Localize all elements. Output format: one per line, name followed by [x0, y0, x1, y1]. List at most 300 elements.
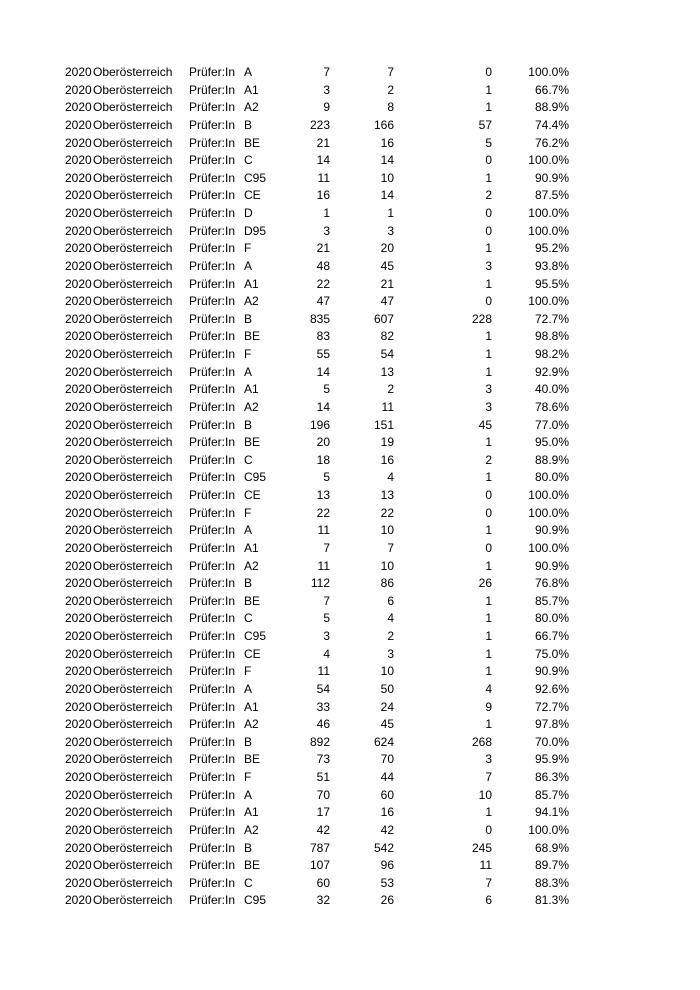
region-cell: Oberösterreich [93, 840, 173, 855]
region-cell: Oberösterreich [93, 258, 173, 273]
year-cell: 2020 [65, 347, 92, 361]
data-table [0, 64, 700, 910]
license-class-cell: BE [244, 329, 261, 344]
role-cell: Prüfer:In [189, 488, 236, 502]
total-cell: 5 [323, 611, 330, 626]
region-cell: Oberösterreich [93, 646, 173, 661]
license-class-cell: A [244, 65, 253, 79]
year-cell: 2020 [65, 681, 92, 696]
region-cell: Oberösterreich [93, 470, 173, 485]
passed-cell: 2 [387, 382, 394, 397]
role-cell: Prüfer:In [189, 875, 236, 890]
role-cell: Prüfer:In [189, 822, 236, 837]
role-cell: Prüfer:In [189, 576, 236, 591]
license-class-cell: B [244, 734, 253, 749]
table-row [0, 487, 700, 505]
failed-cell: 0 [485, 223, 492, 238]
table-row [0, 522, 700, 540]
total-cell: 33 [316, 699, 330, 714]
role-cell: Prüfer:In [189, 717, 236, 732]
year-cell: 2020 [65, 858, 92, 873]
region-cell: Oberösterreich [93, 223, 173, 238]
passed-cell: 22 [380, 505, 394, 520]
role-cell: Prüfer:In [189, 611, 236, 626]
region-cell: Oberösterreich [93, 100, 173, 115]
year-cell: 2020 [65, 65, 92, 79]
role-cell: Prüfer:In [189, 893, 236, 908]
failed-cell: 1 [485, 241, 492, 256]
region-cell: Oberösterreich [93, 752, 173, 767]
failed-cell: 1 [485, 646, 492, 661]
region-cell: Oberösterreich [93, 417, 173, 432]
pass-rate-cell: 72.7% [534, 311, 569, 326]
pass-rate-cell: 80.0% [534, 470, 569, 485]
table-row [0, 769, 700, 787]
license-class-cell: C [244, 452, 253, 467]
pass-rate-cell: 88.9% [534, 452, 569, 467]
failed-cell: 0 [485, 505, 492, 520]
pass-rate-cell: 66.7% [534, 82, 569, 97]
passed-cell: 3 [387, 646, 394, 661]
license-class-cell: CE [244, 188, 261, 203]
role-cell: Prüfer:In [189, 593, 236, 608]
table-row [0, 751, 700, 769]
year-cell: 2020 [65, 787, 92, 802]
total-cell: 21 [316, 241, 330, 256]
year-cell: 2020 [65, 523, 92, 538]
passed-cell: 7 [387, 540, 394, 555]
table-row [0, 505, 700, 523]
failed-cell: 0 [485, 488, 492, 502]
year-cell: 2020 [65, 717, 92, 732]
total-cell: 223 [309, 117, 330, 132]
total-cell: 51 [316, 770, 330, 784]
license-class-cell: A2 [244, 294, 259, 309]
year-cell: 2020 [65, 100, 92, 115]
failed-cell: 1 [485, 329, 492, 344]
pass-rate-cell: 88.9% [534, 100, 569, 115]
license-class-cell: A2 [244, 717, 259, 732]
region-cell: Oberösterreich [93, 822, 173, 837]
region-cell: Oberösterreich [93, 875, 173, 890]
passed-cell: 14 [380, 188, 394, 203]
license-class-cell: A1 [244, 540, 259, 555]
role-cell: Prüfer:In [189, 787, 236, 802]
license-class-cell: D [244, 206, 253, 220]
license-class-cell: B [244, 840, 253, 855]
passed-cell: 60 [380, 787, 394, 802]
region-cell: Oberösterreich [93, 399, 173, 414]
pass-rate-cell: 92.9% [534, 364, 569, 379]
role-cell: Prüfer:In [189, 170, 236, 185]
total-cell: 17 [316, 805, 330, 820]
region-cell: Oberösterreich [93, 593, 173, 608]
table-row [0, 170, 700, 188]
table-row [0, 628, 700, 646]
table-row [0, 469, 700, 487]
failed-cell: 0 [485, 206, 492, 220]
total-cell: 46 [316, 717, 330, 732]
pass-rate-cell: 98.2% [534, 347, 569, 361]
year-cell: 2020 [65, 664, 92, 679]
year-cell: 2020 [65, 399, 92, 414]
license-class-cell: C [244, 875, 253, 890]
region-cell: Oberösterreich [93, 681, 173, 696]
passed-cell: 53 [380, 875, 394, 890]
failed-cell: 0 [485, 540, 492, 555]
pass-rate-cell: 68.9% [534, 840, 569, 855]
total-cell: 196 [309, 417, 330, 432]
passed-cell: 16 [380, 135, 394, 150]
passed-cell: 54 [380, 347, 394, 361]
total-cell: 7 [323, 65, 330, 79]
license-class-cell: F [244, 241, 252, 256]
table-row [0, 99, 700, 117]
table-row [0, 258, 700, 276]
table-row [0, 452, 700, 470]
table-row [0, 610, 700, 628]
table-row [0, 734, 700, 752]
region-cell: Oberösterreich [93, 699, 173, 714]
failed-cell: 1 [485, 558, 492, 573]
license-class-cell: D95 [244, 223, 267, 238]
pass-rate-cell: 88.3% [534, 875, 569, 890]
pass-rate-cell: 98.8% [534, 329, 569, 344]
failed-cell: 1 [485, 347, 492, 361]
region-cell: Oberösterreich [93, 135, 173, 150]
license-class-cell: BE [244, 858, 261, 873]
table-row [0, 558, 700, 576]
pass-rate-cell: 77.0% [534, 417, 569, 432]
license-class-cell: CE [244, 646, 261, 661]
failed-cell: 1 [485, 435, 492, 450]
passed-cell: 16 [380, 452, 394, 467]
license-class-cell: F [244, 347, 252, 361]
passed-cell: 10 [380, 664, 394, 679]
role-cell: Prüfer:In [189, 770, 236, 784]
passed-cell: 45 [380, 258, 394, 273]
failed-cell: 1 [485, 276, 492, 291]
table-row [0, 346, 700, 364]
year-cell: 2020 [65, 223, 92, 238]
region-cell: Oberösterreich [93, 540, 173, 555]
pass-rate-cell: 75.0% [534, 646, 569, 661]
pass-rate-cell: 90.9% [534, 558, 569, 573]
pass-rate-cell: 89.7% [534, 858, 569, 873]
table-row [0, 699, 700, 717]
passed-cell: 624 [373, 734, 394, 749]
failed-cell: 9 [485, 699, 492, 714]
total-cell: 5 [323, 470, 330, 485]
year-cell: 2020 [65, 206, 92, 220]
total-cell: 5 [323, 382, 330, 397]
region-cell: Oberösterreich [93, 734, 173, 749]
region-cell: Oberösterreich [93, 787, 173, 802]
passed-cell: 13 [380, 364, 394, 379]
role-cell: Prüfer:In [189, 206, 236, 220]
passed-cell: 13 [380, 488, 394, 502]
license-class-cell: F [244, 505, 252, 520]
failed-cell: 5 [485, 135, 492, 150]
year-cell: 2020 [65, 470, 92, 485]
passed-cell: 607 [373, 311, 394, 326]
pass-rate-cell: 100.0% [528, 65, 569, 79]
table-row [0, 663, 700, 681]
license-class-cell: BE [244, 593, 261, 608]
passed-cell: 2 [387, 82, 394, 97]
failed-cell: 1 [485, 170, 492, 185]
pass-rate-cell: 76.2% [534, 135, 569, 150]
table-row [0, 328, 700, 346]
passed-cell: 19 [380, 435, 394, 450]
year-cell: 2020 [65, 241, 92, 256]
failed-cell: 1 [485, 611, 492, 626]
table-row [0, 892, 700, 910]
year-cell: 2020 [65, 364, 92, 379]
region-cell: Oberösterreich [93, 664, 173, 679]
pass-rate-cell: 92.6% [534, 681, 569, 696]
year-cell: 2020 [65, 629, 92, 643]
region-cell: Oberösterreich [93, 611, 173, 626]
license-class-cell: B [244, 117, 253, 132]
year-cell: 2020 [65, 382, 92, 397]
year-cell: 2020 [65, 734, 92, 749]
role-cell: Prüfer:In [189, 681, 236, 696]
passed-cell: 82 [380, 329, 394, 344]
passed-cell: 44 [380, 770, 394, 784]
total-cell: 107 [309, 858, 330, 873]
license-class-cell: A1 [244, 805, 259, 820]
failed-cell: 45 [478, 417, 492, 432]
region-cell: Oberösterreich [93, 452, 173, 467]
total-cell: 47 [316, 294, 330, 309]
total-cell: 32 [316, 893, 330, 908]
license-class-cell: B [244, 417, 253, 432]
region-cell: Oberösterreich [93, 294, 173, 309]
year-cell: 2020 [65, 805, 92, 820]
license-class-cell: C [244, 153, 253, 168]
total-cell: 22 [316, 276, 330, 291]
total-cell: 3 [323, 82, 330, 97]
table-row [0, 311, 700, 329]
role-cell: Prüfer:In [189, 558, 236, 573]
failed-cell: 1 [485, 470, 492, 485]
role-cell: Prüfer:In [189, 382, 236, 397]
pass-rate-cell: 95.5% [534, 276, 569, 291]
region-cell: Oberösterreich [93, 805, 173, 820]
passed-cell: 4 [387, 611, 394, 626]
total-cell: 55 [316, 347, 330, 361]
failed-cell: 11 [479, 858, 492, 873]
table-row [0, 857, 700, 875]
pass-rate-cell: 100.0% [528, 505, 569, 520]
failed-cell: 0 [485, 822, 492, 837]
region-cell: Oberösterreich [93, 717, 173, 732]
passed-cell: 166 [373, 117, 394, 132]
role-cell: Prüfer:In [189, 452, 236, 467]
total-cell: 14 [316, 399, 330, 414]
failed-cell: 268 [471, 734, 492, 749]
passed-cell: 21 [380, 276, 394, 291]
total-cell: 11 [317, 664, 330, 679]
year-cell: 2020 [65, 875, 92, 890]
license-class-cell: C95 [244, 470, 267, 485]
role-cell: Prüfer:In [189, 241, 236, 256]
region-cell: Oberösterreich [93, 523, 173, 538]
total-cell: 60 [316, 875, 330, 890]
year-cell: 2020 [65, 153, 92, 168]
passed-cell: 10 [380, 170, 394, 185]
pass-rate-cell: 90.9% [534, 523, 569, 538]
region-cell: Oberösterreich [93, 893, 173, 908]
pass-rate-cell: 90.9% [534, 170, 569, 185]
total-cell: 892 [309, 734, 330, 749]
role-cell: Prüfer:In [189, 329, 236, 344]
license-class-cell: A1 [244, 276, 259, 291]
role-cell: Prüfer:In [189, 805, 236, 820]
region-cell: Oberösterreich [93, 505, 173, 520]
region-cell: Oberösterreich [93, 858, 173, 873]
total-cell: 835 [309, 311, 330, 326]
passed-cell: 16 [380, 805, 394, 820]
license-class-cell: A1 [244, 82, 259, 97]
failed-cell: 1 [485, 364, 492, 379]
table-row [0, 681, 700, 699]
role-cell: Prüfer:In [189, 540, 236, 555]
table-row [0, 240, 700, 258]
table-row [0, 540, 700, 558]
role-cell: Prüfer:In [189, 646, 236, 661]
passed-cell: 4 [387, 470, 394, 485]
failed-cell: 1 [485, 100, 492, 115]
pass-rate-cell: 40.0% [534, 382, 569, 397]
total-cell: 22 [316, 505, 330, 520]
year-cell: 2020 [65, 82, 92, 97]
year-cell: 2020 [65, 646, 92, 661]
region-cell: Oberösterreich [93, 770, 173, 784]
failed-cell: 1 [485, 593, 492, 608]
role-cell: Prüfer:In [189, 311, 236, 326]
failed-cell: 3 [485, 399, 492, 414]
failed-cell: 2 [485, 452, 492, 467]
failed-cell: 2 [485, 188, 492, 203]
pass-rate-cell: 95.2% [534, 241, 569, 256]
license-class-cell: C95 [244, 170, 267, 185]
year-cell: 2020 [65, 258, 92, 273]
failed-cell: 3 [485, 258, 492, 273]
table-row [0, 399, 700, 417]
pass-rate-cell: 97.8% [534, 717, 569, 732]
passed-cell: 10 [380, 558, 394, 573]
license-class-cell: A2 [244, 822, 259, 837]
role-cell: Prüfer:In [189, 858, 236, 873]
role-cell: Prüfer:In [189, 188, 236, 203]
license-class-cell: BE [244, 135, 261, 150]
role-cell: Prüfer:In [189, 223, 236, 238]
role-cell: Prüfer:In [189, 752, 236, 767]
license-class-cell: F [244, 664, 252, 679]
role-cell: Prüfer:In [189, 505, 236, 520]
total-cell: 11 [317, 523, 330, 538]
license-class-cell: BE [244, 752, 261, 767]
region-cell: Oberösterreich [93, 435, 173, 450]
total-cell: 11 [317, 170, 330, 185]
region-cell: Oberösterreich [93, 206, 173, 220]
role-cell: Prüfer:In [189, 347, 236, 361]
license-class-cell: A [244, 787, 253, 802]
role-cell: Prüfer:In [189, 276, 236, 291]
license-class-cell: C95 [244, 893, 267, 908]
pass-rate-cell: 100.0% [528, 206, 569, 220]
year-cell: 2020 [65, 770, 92, 784]
failed-cell: 0 [485, 65, 492, 79]
failed-cell: 1 [485, 523, 492, 538]
total-cell: 3 [323, 223, 330, 238]
total-cell: 787 [309, 840, 330, 855]
table-row [0, 135, 700, 153]
total-cell: 54 [316, 681, 330, 696]
pass-rate-cell: 72.7% [534, 699, 569, 714]
table-row [0, 381, 700, 399]
year-cell: 2020 [65, 893, 92, 908]
pass-rate-cell: 90.9% [534, 664, 569, 679]
table-row [0, 117, 700, 135]
role-cell: Prüfer:In [189, 417, 236, 432]
table-row [0, 575, 700, 593]
failed-cell: 1 [485, 82, 492, 97]
license-class-cell: A [244, 681, 253, 696]
region-cell: Oberösterreich [93, 329, 173, 344]
region-cell: Oberösterreich [93, 153, 173, 168]
year-cell: 2020 [65, 311, 92, 326]
year-cell: 2020 [65, 435, 92, 450]
table-row [0, 840, 700, 858]
year-cell: 2020 [65, 117, 92, 132]
failed-cell: 1 [485, 664, 492, 679]
total-cell: 112 [310, 576, 330, 591]
total-cell: 4 [323, 646, 330, 661]
failed-cell: 57 [478, 117, 492, 132]
passed-cell: 7 [387, 65, 394, 79]
role-cell: Prüfer:In [189, 664, 236, 679]
role-cell: Prüfer:In [189, 629, 236, 643]
total-cell: 18 [316, 452, 330, 467]
pass-rate-cell: 95.0% [534, 435, 569, 450]
total-cell: 73 [316, 752, 330, 767]
pass-rate-cell: 94.1% [534, 805, 569, 820]
table-row [0, 152, 700, 170]
license-class-cell: A1 [244, 699, 259, 714]
passed-cell: 50 [380, 681, 394, 696]
year-cell: 2020 [65, 170, 92, 185]
passed-cell: 8 [387, 100, 394, 115]
role-cell: Prüfer:In [189, 364, 236, 379]
failed-cell: 4 [485, 681, 492, 696]
pass-rate-cell: 85.7% [534, 787, 569, 802]
license-class-cell: CE [244, 488, 261, 502]
license-class-cell: A2 [244, 399, 259, 414]
year-cell: 2020 [65, 452, 92, 467]
failed-cell: 7 [485, 770, 492, 784]
table-row [0, 364, 700, 382]
total-cell: 20 [316, 435, 330, 450]
license-class-cell: F [244, 770, 252, 784]
failed-cell: 0 [485, 153, 492, 168]
total-cell: 83 [316, 329, 330, 344]
license-class-cell: C95 [244, 629, 267, 643]
license-class-cell: A2 [244, 100, 259, 115]
pass-rate-cell: 95.9% [534, 752, 569, 767]
